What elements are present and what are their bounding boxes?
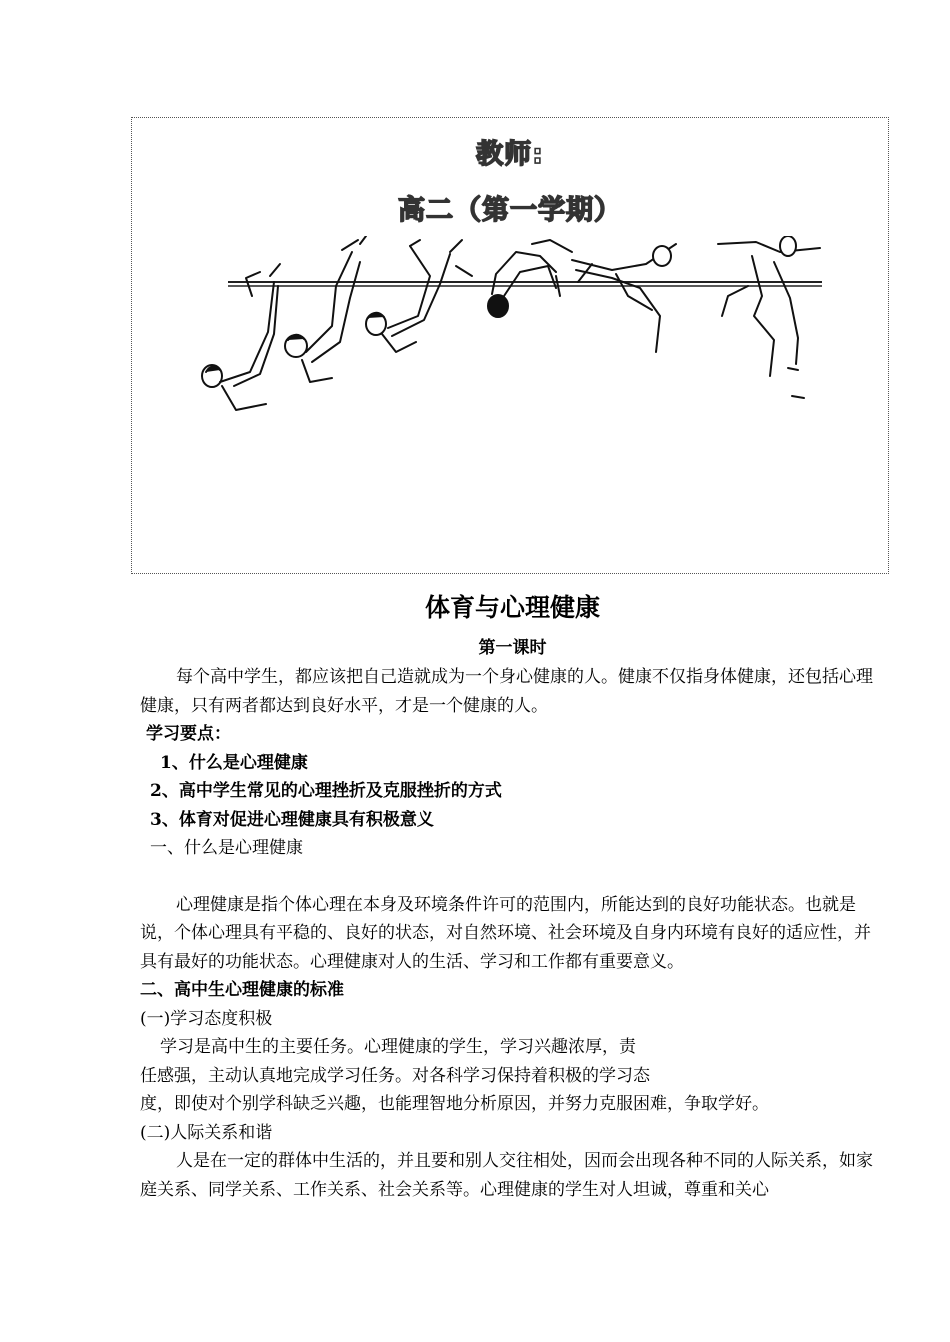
- lesson-title: 第一课时: [478, 638, 547, 658]
- jumper-figure-6: [718, 236, 820, 398]
- document-title: 体育与心理健康: [424, 593, 600, 622]
- document-body: [140, 585, 885, 1204]
- key-point-1: 1、什么是心理健康: [160, 752, 308, 773]
- jumper-figure-4: [456, 240, 572, 317]
- high-jump-illustration: [192, 236, 842, 416]
- blank-line: [140, 863, 885, 891]
- key-point-2: 2、高中学生常见的心理挫折及克服挫折的方式: [150, 781, 502, 801]
- key-points-label: 学习要点：: [146, 724, 231, 744]
- key-point-3: 3、体育对促进心理健康具有积极意义: [150, 809, 434, 830]
- subsection1-line-1: 学习是高中生的主要任务。心理健康的学生，学习兴趣浓厚，责: [160, 1037, 636, 1057]
- subsection1-line-2: 任感强，主动认真地完成学习任务。对各科学习保持着积极的学习态: [140, 1065, 650, 1086]
- subsection2-body: 人是在一定的群体中生活的，并且要和别人交往相处，因而会出现各种不同的人际关系，如家庭关系、同学关系、工作关系、社会关系等。心理健康的学生对人坦诚，尊重和关心: [140, 1151, 873, 1200]
- cover-box: [131, 117, 889, 574]
- section1-body: 心理健康是指个体心理在本身及环境条件许可的范围内，所能达到的良好功能状态。也就是说，个体心理具有平稳的、良好的状态，对自然环境、社会环境及自身内环境有良好的适应性，并具有最好的功能状态。心理健康对人的生活、学习和工作都有重要意义。: [140, 894, 871, 972]
- subsection1-line-3: 度，即使对个别学科缺乏兴趣，也能理智地分析原因，并努力克服困难，争取学好。: [140, 1094, 769, 1114]
- teacher-label: 教师:: [476, 139, 544, 170]
- intro-paragraph: 每个高中学生，都应该把自己造就成为一个身心健康的人。健康不仅指身体健康，还包括心理健康，只有两者都达到良好水平，才是一个健康的人。: [140, 667, 873, 716]
- section2-heading: 二、高中生心理健康的标准: [140, 980, 344, 1000]
- section1-heading: 一、什么是心理健康: [150, 838, 303, 858]
- subsection2-heading: (二)人际关系和谐: [140, 1122, 273, 1143]
- jumper-figure-3: [366, 240, 462, 352]
- subsection1-heading: (一)学习态度积极: [140, 1008, 273, 1029]
- jumper-figure-2: [285, 236, 366, 382]
- jumper-figure-5: [572, 244, 676, 352]
- grade-label: 高二（第一学期）: [398, 195, 622, 226]
